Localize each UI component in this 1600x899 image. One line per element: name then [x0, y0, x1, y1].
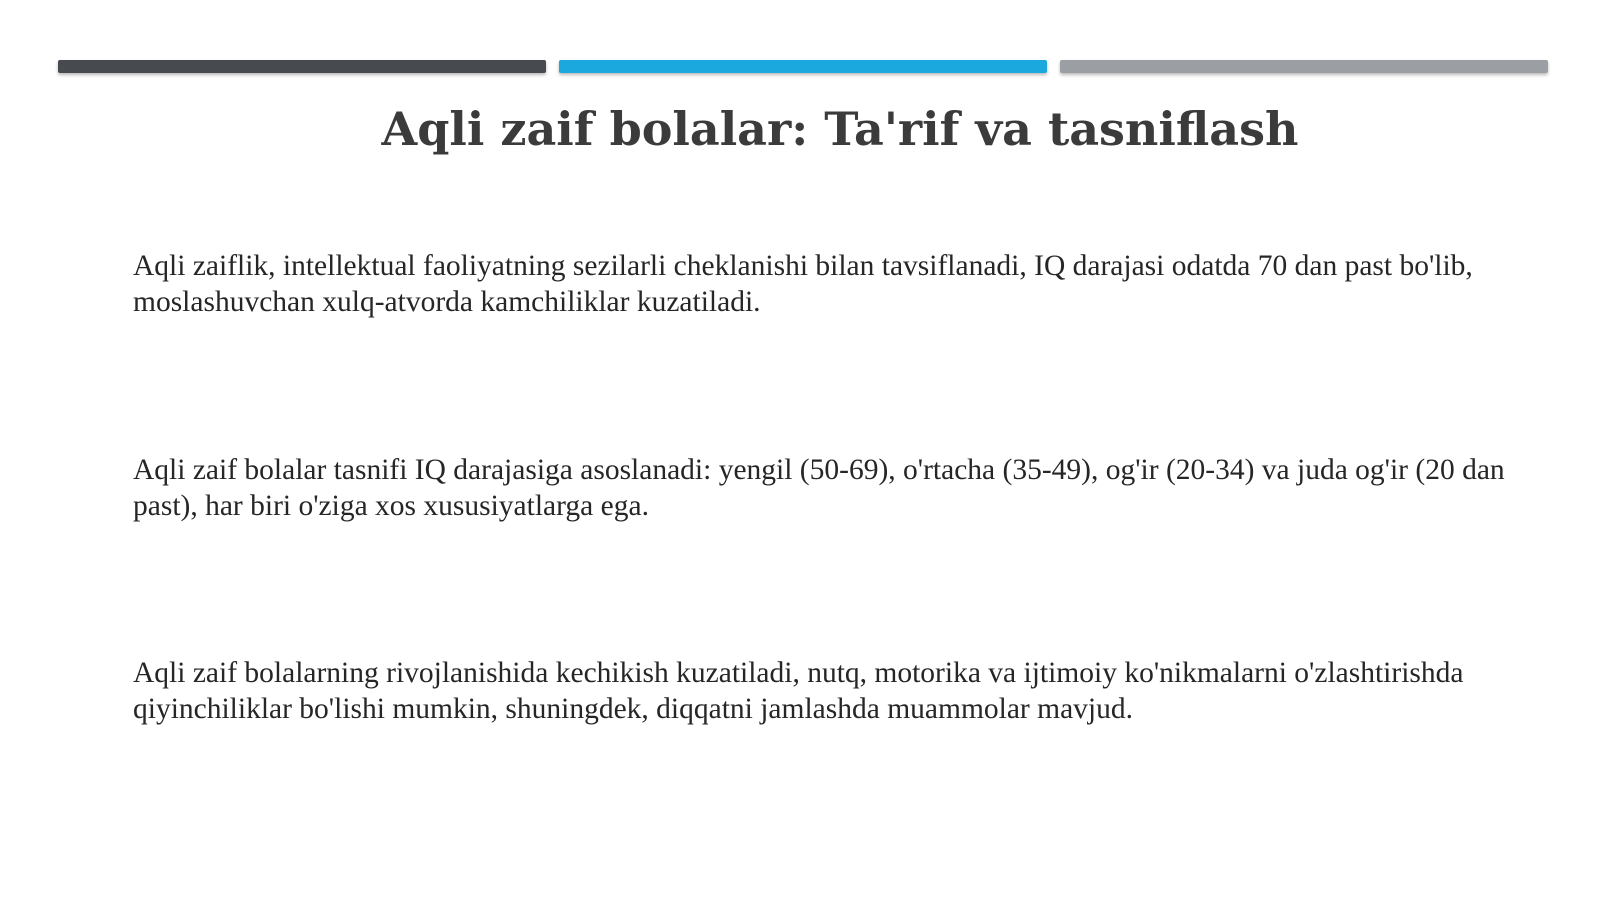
paragraph-development: Aqli zaif bolalarning rivojlanishida kechikish kuzatiladi, nutq, motorika va ijtimoiy ko'nikmalarni o'zlashtirishda qiyinchiliklar bo'lishi mumkin, shuningdek, diqqatni jamlashda muammolar mavjud.	[133, 657, 1464, 725]
paragraph-definition: Aqli zaiflik, intellektual faoliyatning sezilarli cheklanishi bilan tavsiflanadi, IQ darajasi odatda 70 dan past bo'lib, moslashuvchan xulq-atvorda kamchiliklar kuzatiladi.	[133, 250, 1473, 318]
paragraph-classification: Aqli zaif bolalar tasnifi IQ darajasiga asoslanadi: yengil (50-69), o'rtacha (35-49), og'ir (20-34) va juda og'ir (20 dan past), har biri o'ziga xos xususiyatlarga ega.	[133, 454, 1505, 522]
accent-bar-blue	[559, 60, 1047, 73]
accent-bar-gray	[1060, 60, 1548, 73]
slide-title: Aqli zaif bolalar: Ta'rif va tasniflash	[381, 102, 1299, 156]
accent-bar-dark	[58, 60, 546, 73]
accent-bars	[58, 60, 1548, 73]
